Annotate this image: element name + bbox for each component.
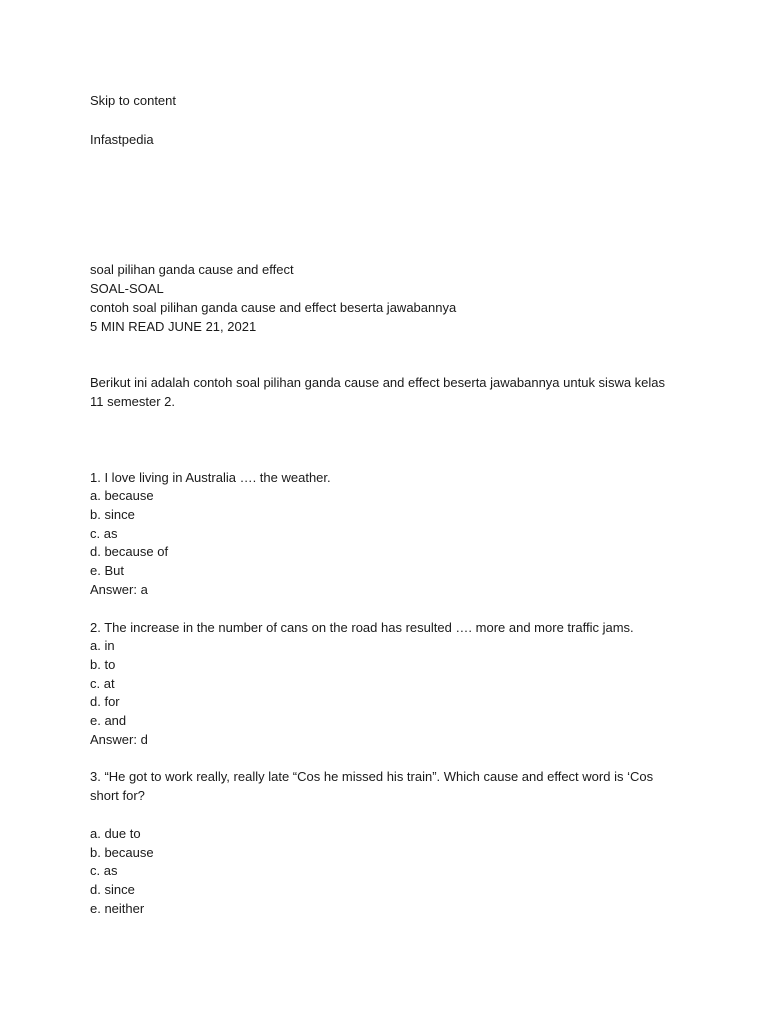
option: e. But xyxy=(90,563,124,579)
document-page xyxy=(90,92,690,937)
question-text: 3. “He got to work really, really late “Cos he missed his train”. Which cause and effect word is ‘Cos short for? xyxy=(90,769,654,804)
option: a. because xyxy=(90,488,154,504)
option: a. in xyxy=(90,638,115,654)
answer: Answer: d xyxy=(90,731,148,747)
article-title: soal pilihan ganda cause and effect xyxy=(90,262,294,278)
article-subtitle: contoh soal pilihan ganda cause and effect beserta jawabannya xyxy=(90,299,457,315)
option: e. neither xyxy=(90,900,145,916)
skip-to-content-link[interactable]: Skip to content xyxy=(90,93,176,108)
article-category[interactable]: SOAL-SOAL xyxy=(90,281,164,297)
question-1 xyxy=(90,469,690,600)
article-intro: Berikut ini adalah contoh soal pilihan ganda cause and effect beserta jawabannya untuk siswa kelas 11 semester 2. xyxy=(90,375,666,409)
option: c. as xyxy=(90,863,118,879)
option: b. because xyxy=(90,844,154,860)
spacer xyxy=(90,806,690,825)
article-header xyxy=(90,261,690,336)
site-name[interactable]: Infastpedia xyxy=(90,131,154,147)
option: c. at xyxy=(90,675,115,691)
option: b. since xyxy=(90,507,135,523)
option: d. since xyxy=(90,881,135,897)
article-meta: 5 MIN READ JUNE 21, 2021 xyxy=(90,318,257,334)
question-text: 2. The increase in the number of cans on the road has resulted …. more and more traffic jams. xyxy=(90,619,634,635)
question-list xyxy=(90,469,690,919)
question-text: 1. I love living in Australia …. the weather. xyxy=(90,469,331,485)
question-3 xyxy=(90,768,690,918)
option: b. to xyxy=(90,656,116,672)
option: c. as xyxy=(90,525,118,541)
option: d. for xyxy=(90,694,120,710)
option: d. because of xyxy=(90,544,169,560)
answer: Answer: a xyxy=(90,581,148,597)
question-2 xyxy=(90,619,690,750)
option: a. due to xyxy=(90,825,141,841)
option: e. and xyxy=(90,713,127,729)
